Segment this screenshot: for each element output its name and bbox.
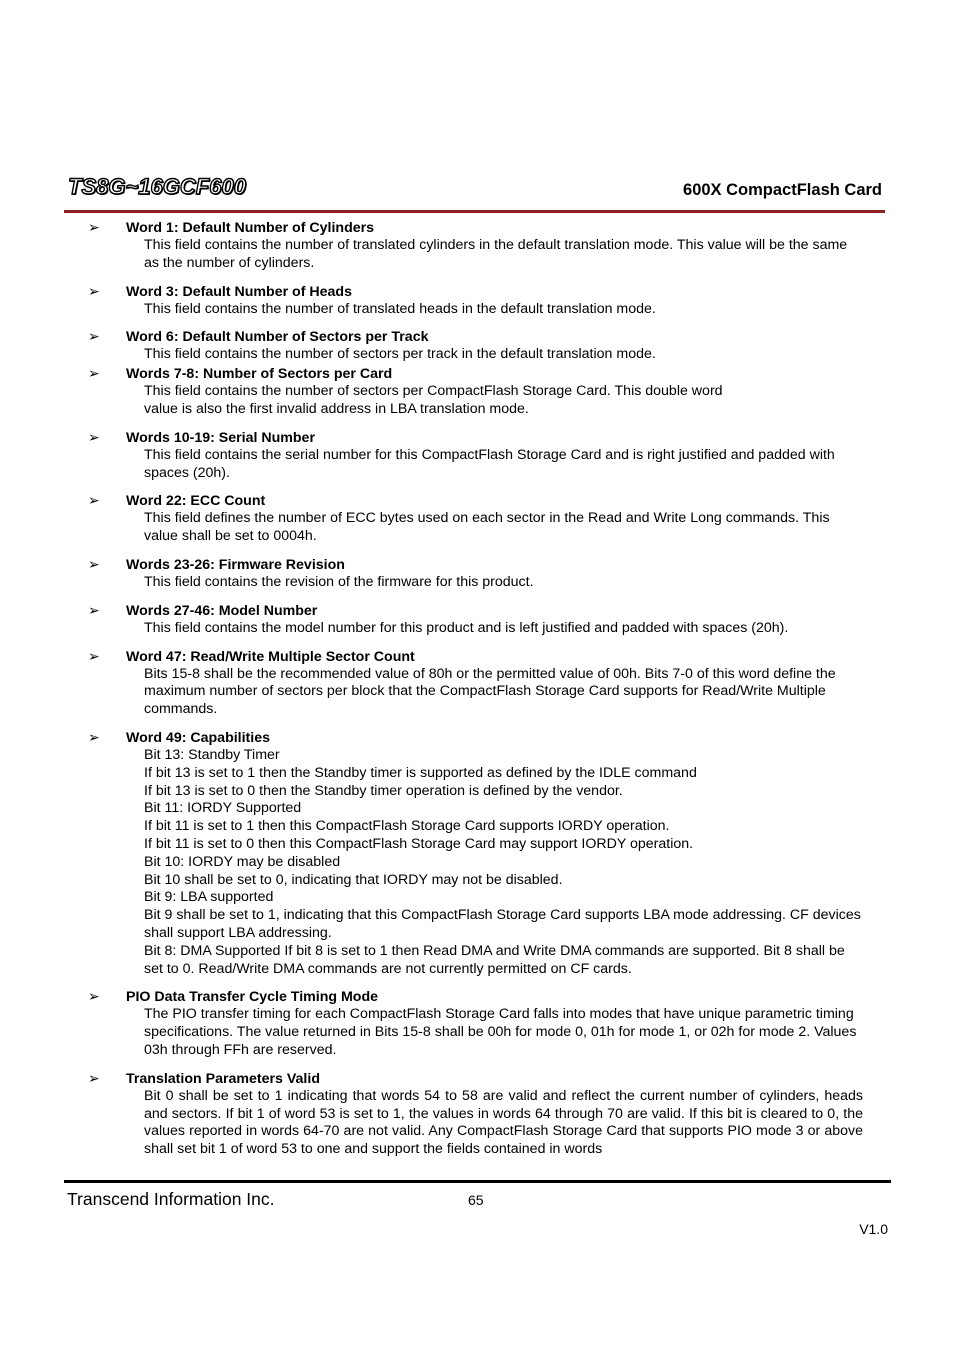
field-item-title: Word 6: Default Number of Sectors per Track xyxy=(126,329,429,346)
document-version: V1.0 xyxy=(859,1221,888,1237)
field-item-description xyxy=(144,1088,863,1159)
field-item-title: Translation Parameters Valid xyxy=(126,1070,320,1087)
arrow-bullet-icon: ➢ xyxy=(88,1070,100,1087)
field-item-description xyxy=(144,510,863,546)
field-item xyxy=(0,492,954,546)
field-item-description xyxy=(144,620,863,638)
field-item-title: Words 10-19: Serial Number xyxy=(126,429,315,446)
description-line: Bit 8: DMA Supported If bit 8 is set to 1 then Read DMA and Write DMA commands are supported. Bit 8 shall be set to 0. Read/Write DMA commands are not currently permitted on CF cards. xyxy=(144,942,845,977)
field-item xyxy=(0,1070,954,1159)
arrow-bullet-icon: ➢ xyxy=(88,429,100,446)
field-item-description xyxy=(144,237,863,273)
description-line: This field contains the revision of the firmware for this product. xyxy=(144,573,534,590)
header-divider xyxy=(64,210,885,213)
field-item xyxy=(0,648,954,719)
product-title: TS8G~16GCF600 xyxy=(68,174,246,199)
product-subtitle: 600X CompactFlash Card xyxy=(683,181,882,199)
company-name: Transcend Information Inc. xyxy=(67,1189,275,1209)
description-line: value is also the first invalid address in LBA translation mode. xyxy=(144,400,529,417)
footer-divider xyxy=(64,1180,891,1183)
description-line: Bit 0 shall be set to 1 indicating that words 54 to 58 are valid and reflect the current number of cylinders, heads and sectors. If bit 1 of word 53 is set to 1, the values in words 64 through 70 are valid. If this bit is cleared to 0, the values reported in words 64-70 are not valid. Any CompactFlash Storage Card that supports PIO mode 3 or above shall set bit 1 of word 53 to one and support the fields contained in words xyxy=(144,1087,863,1158)
description-line: Bit 10 shall be set to 0, indicating that IORDY may not be disabled. xyxy=(144,871,563,888)
description-line: If bit 11 is set to 0 then this CompactFlash Storage Card may support IORDY operation. xyxy=(144,835,694,852)
field-item-title: Word 49: Capabilities xyxy=(126,729,271,746)
arrow-bullet-icon: ➢ xyxy=(88,283,100,300)
arrow-bullet-icon: ➢ xyxy=(88,366,100,383)
field-item-title: Word 1: Default Number of Cylinders xyxy=(126,220,375,236)
description-line: This field contains the number of translated cylinders in the default translation mode. This value will be the same as the number of cylinders. xyxy=(144,237,848,271)
field-item-description xyxy=(144,383,863,419)
field-item-description xyxy=(144,666,863,719)
description-line: If bit 13 is set to 0 then the Standby timer operation is defined by the vendor. xyxy=(144,782,623,799)
field-item xyxy=(0,988,954,1059)
field-item-title: Word 47: Read/Write Multiple Sector Count xyxy=(126,648,415,665)
field-item-description xyxy=(144,301,863,319)
field-item-title: Words 23-26: Firmware Revision xyxy=(126,556,345,573)
arrow-bullet-icon: ➢ xyxy=(88,729,100,746)
field-item-description xyxy=(144,447,863,483)
arrow-bullet-icon: ➢ xyxy=(88,329,100,346)
field-item-description xyxy=(144,346,863,364)
field-item xyxy=(0,556,954,592)
description-line: The PIO transfer timing for each CompactFlash Storage Card falls into modes that have unique parametric timing specifications. The value returned in Bits 15-8 shall be 00h for mode 0, 01h for mode 1, or 02h for mode 2. Values 03h through FFh are reserved. xyxy=(144,1006,857,1058)
field-item xyxy=(0,283,954,319)
field-item xyxy=(0,729,954,978)
field-item-title: Words 27-46: Model Number xyxy=(126,602,318,619)
field-item-title: Words 7-8: Number of Sectors per Card xyxy=(126,366,393,383)
arrow-bullet-icon: ➢ xyxy=(88,989,100,1006)
field-item-description xyxy=(144,574,863,592)
field-item xyxy=(0,328,954,364)
page-number: 65 xyxy=(468,1192,484,1208)
arrow-bullet-icon: ➢ xyxy=(88,493,100,510)
description-line: This field contains the number of translated heads in the default translation mode. xyxy=(144,300,656,317)
description-line: Bits 15-8 shall be the recommended value of 80h or the permitted value of 00h. Bits 7-0 of this word define the maximum number of sectors per block that the CompactFlash Storage Card supports for Read/Write Multiple commands. xyxy=(144,665,836,718)
field-item xyxy=(0,219,954,273)
field-item-title: Word 22: ECC Count xyxy=(126,493,266,510)
description-line: Bit 11: IORDY Supported xyxy=(144,800,302,817)
description-line: This field contains the number of sectors per track in the default translation mode. xyxy=(144,346,656,363)
description-line: Bit 10: IORDY may be disabled xyxy=(144,853,341,870)
description-line: If bit 13 is set to 1 then the Standby timer is supported as defined by the IDLE command xyxy=(144,764,697,781)
arrow-bullet-icon: ➢ xyxy=(88,648,100,665)
description-line: Bit 13: Standby Timer xyxy=(144,746,280,763)
description-line: This field contains the serial number for this CompactFlash Storage Card and is right justified and padded with spaces (20h). xyxy=(144,446,835,481)
arrow-bullet-icon: ➢ xyxy=(88,602,100,619)
arrow-bullet-icon: ➢ xyxy=(88,556,100,573)
description-line: If bit 11 is set to 1 then this CompactFlash Storage Card supports IORDY operation. xyxy=(144,818,670,835)
description-line: Bit 9: LBA supported xyxy=(144,889,274,906)
description-line: This field contains the number of sectors per CompactFlash Storage Card. This double word xyxy=(144,383,723,400)
field-item-description xyxy=(144,1006,863,1059)
description-line: This field contains the model number for this product and is left justified and padded with spaces (20h). xyxy=(144,619,789,636)
field-item-title: Word 3: Default Number of Heads xyxy=(126,283,352,300)
arrow-bullet-icon: ➢ xyxy=(88,220,100,236)
description-line: Bit 9 shall be set to 1, indicating that this CompactFlash Storage Card supports LBA mode addressing. CF devices shall support LBA addressing. xyxy=(144,907,861,941)
field-item xyxy=(0,602,954,638)
field-item xyxy=(0,429,954,483)
description-line: This field defines the number of ECC bytes used on each sector in the Read and Write Long commands. This value shall be set to 0004h. xyxy=(144,510,830,545)
field-item xyxy=(0,365,954,419)
field-descriptions xyxy=(0,219,954,1169)
field-item-title: PIO Data Transfer Cycle Timing Mode xyxy=(126,989,379,1006)
field-item-description xyxy=(144,747,863,978)
